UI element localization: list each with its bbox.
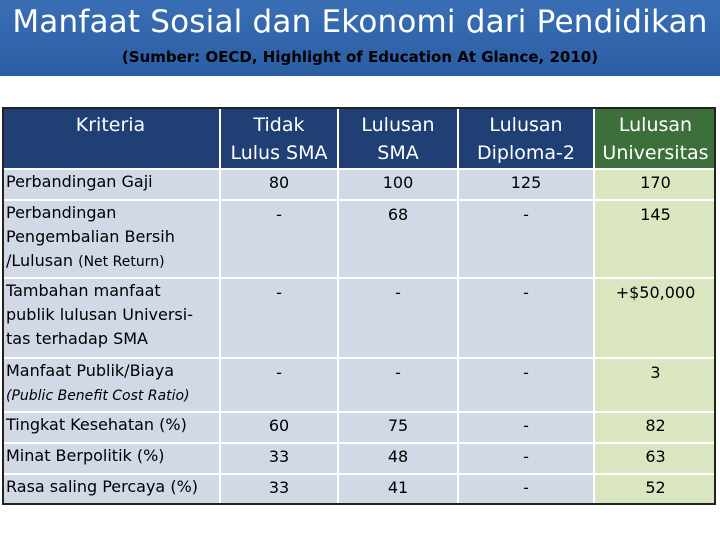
table-row [2, 474, 716, 505]
cell-value: +$50,000 [594, 278, 716, 358]
table-row [2, 412, 716, 443]
cell-value: 170 [594, 169, 716, 200]
cell-value: 100 [338, 169, 458, 200]
cell-value: - [458, 474, 594, 505]
cell-value: - [220, 358, 338, 412]
data-table [2, 107, 716, 505]
row-label: Tambahan manfaat publik lulusan Universi- tas terhadap SMA [2, 278, 220, 358]
page-subtitle: (Sumber: OECD, Highlight of Education At Glance, 2010) [121, 48, 599, 66]
table-row [2, 200, 716, 278]
cell-value: - [220, 278, 338, 358]
table-header-row [2, 107, 716, 169]
page-title: Manfaat Sosial dan Ekonomi dari Pendidikan [12, 4, 708, 40]
cell-value: - [458, 358, 594, 412]
cell-value: - [458, 443, 594, 474]
cell-value: 33 [220, 474, 338, 505]
row-label: Tingkat Kesehatan (%) [2, 412, 220, 443]
cell-value: - [458, 278, 594, 358]
cell-value: 3 [594, 358, 716, 412]
row-label: Perbandingan Gaji [2, 169, 220, 200]
col-header-lulusan-diploma: Lulusan Diploma-2 [458, 107, 594, 169]
cell-value: 48 [338, 443, 458, 474]
cell-value: 82 [594, 412, 716, 443]
cell-value: 33 [220, 443, 338, 474]
cell-value: 68 [338, 200, 458, 278]
col-header-kriteria: Kriteria [2, 107, 220, 169]
cell-value: 41 [338, 474, 458, 505]
table-row [2, 169, 716, 200]
row-label: Manfaat Publik/Biaya (Public Benefit Cost Ratio) [2, 358, 220, 412]
cell-value: 145 [594, 200, 716, 278]
cell-value: - [338, 278, 458, 358]
cell-value: 60 [220, 412, 338, 443]
table-row [2, 278, 716, 358]
table-row [2, 443, 716, 474]
cell-value: 80 [220, 169, 338, 200]
cell-value: - [220, 200, 338, 278]
col-header-lulusan-universitas: Lulusan Universitas [594, 107, 716, 169]
cell-value: - [458, 412, 594, 443]
cell-value: 75 [338, 412, 458, 443]
cell-value: - [458, 200, 594, 278]
table-row [2, 358, 716, 412]
cell-value: 52 [594, 474, 716, 505]
row-label: Rasa saling Percaya (%) [2, 474, 220, 505]
cell-value: - [338, 358, 458, 412]
row-label: Minat Berpolitik (%) [2, 443, 220, 474]
col-header-lulusan-sma: Lulusan SMA [338, 107, 458, 169]
row-label: Perbandingan Pengembalian Bersih /Lulusan (Net Return) [2, 200, 220, 278]
col-header-tidak-lulus-sma: Tidak Lulus SMA [220, 107, 338, 169]
cell-value: 63 [594, 443, 716, 474]
cell-value: 125 [458, 169, 594, 200]
